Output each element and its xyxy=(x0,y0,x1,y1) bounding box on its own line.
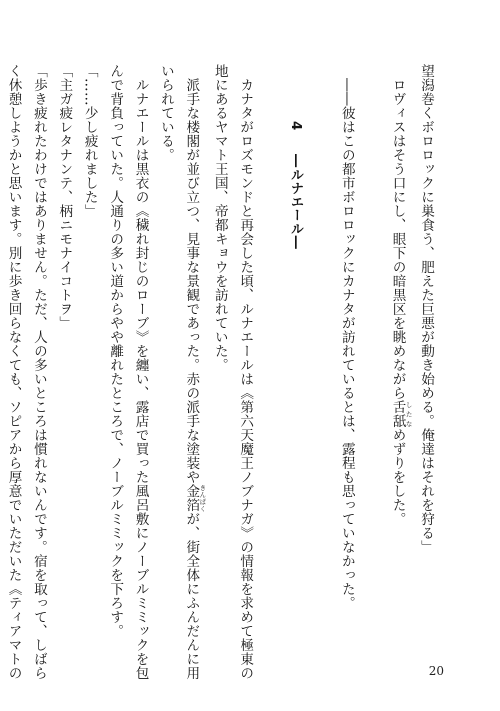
text-line: カナタがロズモンドと再会した頃、ルナエールは《第六天魔王ノブナガ》の情報を求めて極東の xyxy=(237,77,254,680)
section-title: ―ルナエール― xyxy=(287,153,303,249)
text-line: 地にあるヤマト王国、帝都キョウを訪れていた。 xyxy=(211,64,228,372)
text-line: 派手な楼閣が並び立つ、見事な景観であった。赤の派手な塗装や金箔 きんぱくが、街全体にふんだんに用 xyxy=(183,77,207,680)
section-heading xyxy=(283,64,308,654)
text-line: 望潟巻くボロロックに巣食う、肥えた巨悪が動き始める。俺達はそれを狩る」 xyxy=(418,64,434,554)
dialogue-line: 「歩き疲れたわけではありません。ただ、人の多いところは慣れないんです。宿を取って、しばら xyxy=(30,64,47,680)
dialogue-line: 「主ガ疲レタナンテ、柄ニモナイコトヲ」 xyxy=(56,64,73,330)
page-number: 20 xyxy=(428,664,444,678)
dialogue-line: 「……少し疲れました」 xyxy=(81,64,98,218)
text-line: ルナエールは黒衣の《穢れ封じのローブ》を纏い、露店で買った風呂敷にノーブルミミックを包 xyxy=(132,77,149,680)
text-line: く休憩しようかと思います。別に歩き回らなくても、ソピアから厚意でいただいた《ティアマトの xyxy=(5,64,22,680)
section-number: 4 xyxy=(287,120,303,131)
text-line: いられている。 xyxy=(157,64,174,162)
text-line: ロヴィスはそう口にし、眼下の暗黒区を眺めながら舌舐 したなめずりをした。 xyxy=(389,77,413,526)
text-line: ――彼はこの都市ボロロックにカナタが訪れているとは、露程も思っていなかった。 xyxy=(338,77,355,610)
text-line: んで背負っていた。人通りの多い道からやや離れたところで、ノーブルミミックを下ろす。 xyxy=(107,64,124,638)
